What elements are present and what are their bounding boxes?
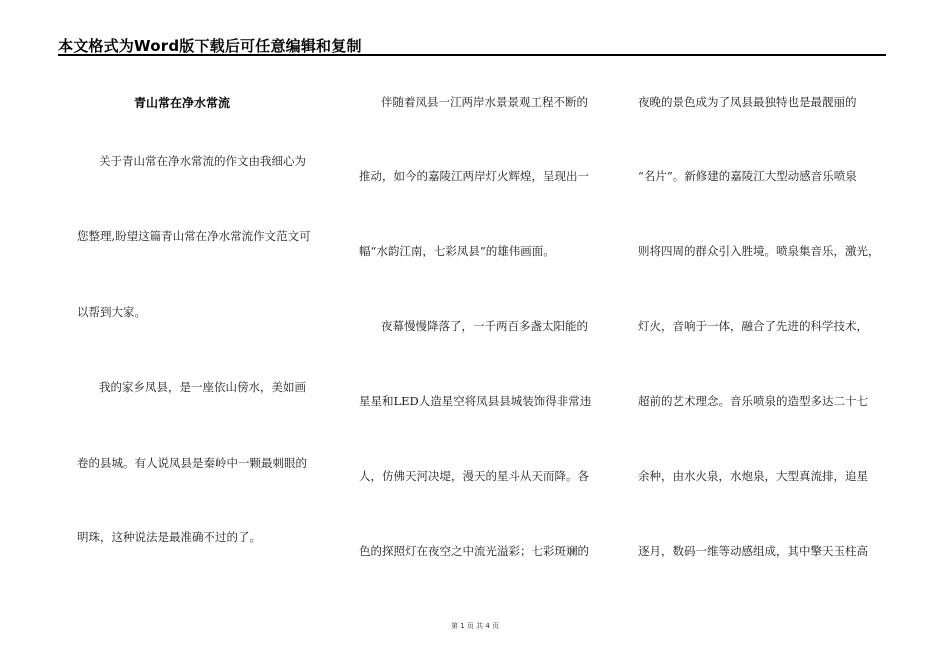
paragraph-line: 明珠，这种说法是最准确不过的了。 (77, 530, 261, 544)
paragraph-line: 以帮到大家。 (77, 305, 146, 319)
paragraph-line: 幅“水韵江南，七彩凤县”的雄伟画面。 (359, 244, 555, 258)
paragraph-line: 关于青山常在净水常流的作文由我细心为 (99, 154, 306, 168)
paragraph-line: 超前的艺术理念。音乐喷泉的造型多达二十七 (638, 394, 868, 408)
paragraph-line: 色的探照灯在夜空之中流光溢彩；七彩斑斓的 (359, 544, 589, 558)
paragraph-line: 卷的县城。有人说凤县是秦岭中一颗最刺眼的 (77, 456, 307, 470)
paragraph-line: 夜幕慢慢降落了，一千两百多盏太阳能的 (381, 319, 588, 333)
paragraph-line: 伴随着凤县一江两岸水景景观工程不断的 (381, 95, 588, 109)
banner-divider (58, 54, 886, 56)
paragraph-line: 您整理,盼望这篇青山常在净水常流作文范文可 (77, 229, 311, 243)
paragraph-line: 推动，如今的嘉陵江两岸灯火辉煌，呈现出一 (359, 169, 589, 183)
paragraph-line: 人，仿佛天河决堤，漫天的星斗从天而降。各 (359, 469, 589, 483)
paragraph-line: 则将四周的群众引入胜境。喷泉集音乐，激光， (638, 244, 880, 258)
paragraph-line: 逐月，数码一维等动感组成，其中擎天玉柱高 (638, 544, 868, 558)
paragraph-line: 余种，由水火泉，水炮泉，大型真流排，追星 (638, 469, 868, 483)
document-banner: 本文格式为Word版下载后可任意编辑和复制 (58, 37, 362, 55)
paragraph-line: 夜晚的景色成为了凤县最独特也是最靓丽的 (638, 95, 857, 109)
document-title: 青山常在净水常流 (134, 96, 231, 110)
paragraph-line: 我的家乡凤县，是一座依山傍水，美如画 (99, 380, 306, 394)
page-number: 第 1 页 共 4 页 (450, 622, 500, 630)
paragraph-line: 灯火，音响于一体，融合了先进的科学技术， (638, 319, 868, 333)
paragraph-line: 星星和LED人造星空将凤县县城装饰得非常违 (359, 394, 592, 408)
paragraph-line: “名片”。新修建的嘉陵江大型动感音乐喷泉 (638, 169, 857, 183)
